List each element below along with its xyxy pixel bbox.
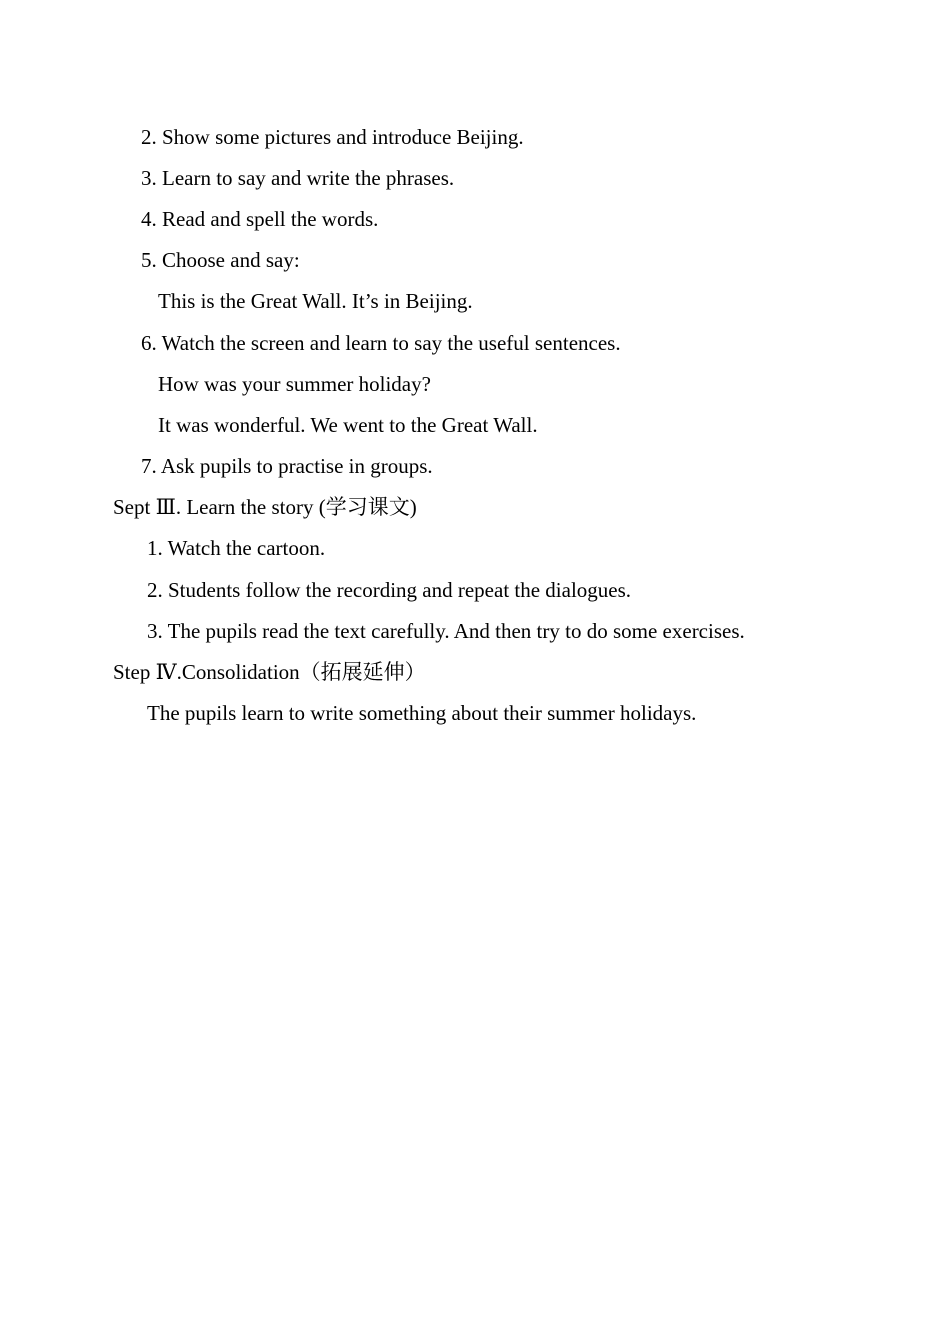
- list-item: 2. Students follow the recording and repeat the dialogues.: [147, 578, 632, 602]
- example-sentence: This is the Great Wall. It’s in Beijing.: [158, 289, 473, 313]
- list-item: 4. Read and spell the words.: [141, 207, 379, 231]
- list-item: 3. Learn to say and write the phrases.: [141, 166, 455, 190]
- list-item: 7. Ask pupils to practise in groups.: [141, 454, 433, 478]
- paragraph: The pupils learn to write something about their summer holidays.: [147, 701, 697, 725]
- list-item: 5. Choose and say:: [141, 248, 300, 272]
- list-item: 1. Watch the cartoon.: [147, 536, 326, 560]
- list-item: 6. Watch the screen and learn to say the useful sentences.: [141, 331, 621, 355]
- section-heading: Step Ⅳ.Consolidation（拓展延伸）: [113, 660, 426, 684]
- list-item: 3. The pupils read the text carefully. And then try to do some exercises.: [147, 619, 745, 643]
- example-sentence: How was your summer holiday?: [158, 372, 431, 396]
- section-heading: Sept Ⅲ. Learn the story (学习课文): [113, 495, 417, 519]
- example-sentence: It was wonderful. We went to the Great Wall.: [158, 413, 538, 437]
- list-item: 2. Show some pictures and introduce Beijing.: [141, 125, 524, 149]
